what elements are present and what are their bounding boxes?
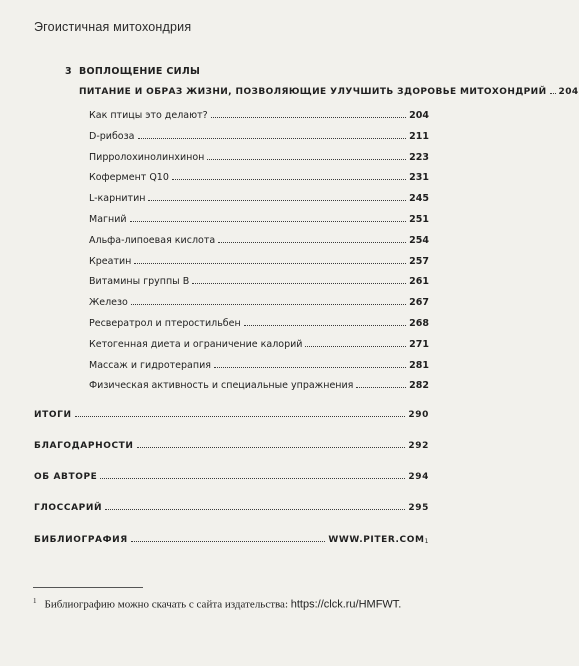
item-page: 204 [409,110,429,121]
leader-dots [550,93,556,94]
chapter-row [79,87,579,97]
item-page: 267 [409,297,429,308]
part-number: 3 [65,66,72,77]
section-title: ИТОГИ [34,410,72,420]
leader-dots [130,221,407,222]
item-page: 271 [409,339,429,350]
section-title: БИБЛИОГРАФИЯ [34,535,128,545]
section-page: 294 [408,472,429,482]
chapter-title: ПИТАНИЕ И ОБРАЗ ЖИЗНИ, ПОЗВОЛЯЮЩИЕ УЛУЧШИТЬ ЗДОРОВЬЕ МИТОХОНДРИЙ [79,87,547,97]
leader-dots [134,263,406,264]
item-title: Массаж и гидротерапия [89,360,211,371]
item-title: D-рибоза [89,131,135,142]
toc-section-row [34,503,429,513]
leader-dots [218,242,406,243]
section-page: 295 [408,503,429,513]
toc-section-row [34,472,429,482]
list-item [89,360,429,371]
footnote-mark: 1 [33,597,37,605]
item-title: Пирролохинолинхинон [89,152,205,163]
item-page: 281 [409,360,429,371]
leader-dots [172,179,406,180]
list-item [89,152,429,163]
list-item [89,297,429,308]
leader-dots [100,478,405,479]
item-title: Магний [89,214,127,225]
section-page: 290 [408,410,429,420]
list-item [89,214,429,225]
list-item [89,276,429,287]
item-title: Витамины группы В [89,276,190,287]
list-item [89,339,429,350]
footnote-mark: 1 [424,538,429,545]
toc-section-row [34,441,429,451]
running-header: Эгоистичная митохондрия [34,20,192,34]
item-page: 268 [409,318,429,329]
item-page: 231 [409,172,429,183]
list-item [89,318,429,329]
list-item [89,172,429,183]
item-title: Альфа-липоевая кислота [89,235,216,246]
leader-dots [138,138,407,139]
item-title: Ресвератрол и птеростильбен [89,318,241,329]
leader-dots [244,325,406,326]
footnote [33,597,433,611]
leader-dots [137,447,406,448]
item-page: 261 [409,276,429,287]
part-title: ВОПЛОЩЕНИЕ СИЛЫ [79,66,201,77]
list-item [89,256,429,267]
chapter-page: 204 [558,87,579,97]
item-page: 254 [409,235,429,246]
leader-dots [356,387,406,388]
footnote-divider [33,587,143,588]
leader-dots [131,304,406,305]
leader-dots [214,367,406,368]
section-title: ОБ АВТОРЕ [34,472,98,482]
section-title: БЛАГОДАРНОСТИ [34,441,134,451]
list-item [89,380,429,391]
leader-dots [192,283,406,284]
leader-dots [148,200,406,201]
item-page: 257 [409,256,429,267]
leader-dots [75,416,406,417]
item-page: 251 [409,214,429,225]
toc-section-row [34,410,429,420]
leader-dots [105,509,405,510]
section-title: ГЛОССАРИЙ [34,503,103,513]
leader-dots [305,346,406,347]
item-page: 282 [409,380,429,391]
item-title: Кетогенная диета и ограничение калорий [89,339,303,350]
item-page: 211 [409,131,429,142]
footnote-link[interactable]: https://clck.ru/HMFWT. [290,598,402,611]
item-title: Креатин [89,256,132,267]
item-page: 245 [409,193,429,204]
footnote-text: Библиографию можно скачать с сайта издательства: [44,598,288,611]
item-title: Физическая активность и специальные упражнения [89,380,354,391]
section-page: 292 [408,441,429,451]
list-item [89,110,429,121]
leader-dots [211,117,406,118]
list-item [89,235,429,246]
leader-dots [131,541,326,542]
list-item [89,193,429,204]
list-item [89,131,429,142]
item-title: Как птицы это делают? [89,110,208,121]
item-title: Железо [89,297,128,308]
toc-section-row [34,535,429,545]
bibliography-url[interactable]: WWW.PITER.COM [328,535,425,545]
item-page: 223 [409,152,429,163]
leader-dots [207,159,406,160]
item-title: Кофермент Q10 [89,172,169,183]
item-title: L-карнитин [89,193,146,204]
